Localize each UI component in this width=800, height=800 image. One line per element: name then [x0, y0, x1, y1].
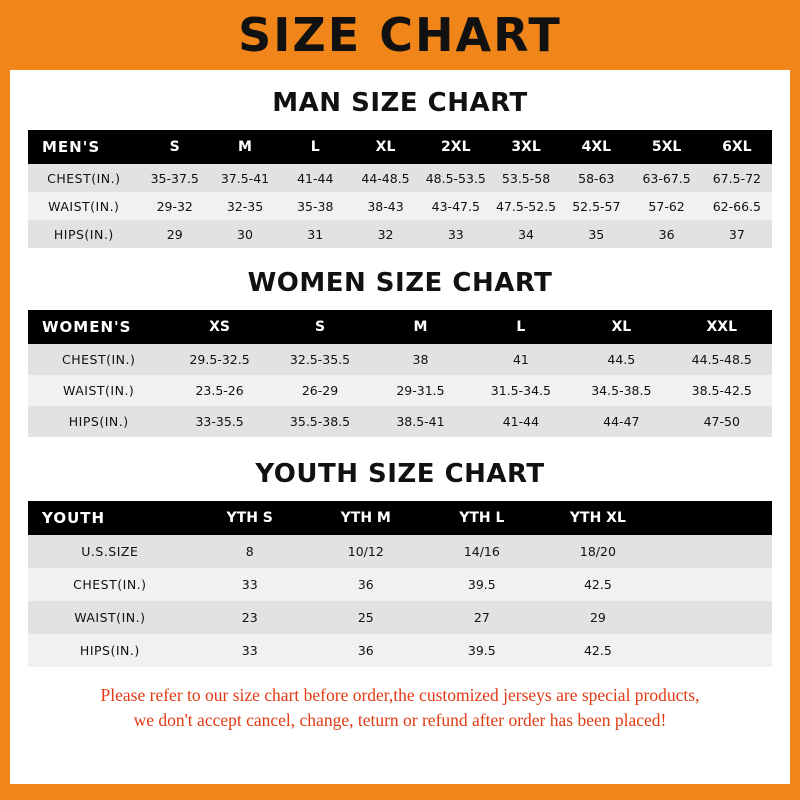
table-header-row — [28, 501, 772, 535]
youth-col-spacer — [656, 501, 772, 535]
table-cell: 34 — [518, 226, 534, 242]
women-col-xs: XS — [209, 319, 231, 335]
table-header-row — [28, 310, 772, 344]
man-table-body — [28, 164, 772, 248]
table-row — [28, 535, 772, 568]
man-size-table — [28, 130, 772, 248]
table-cell: 8 — [245, 544, 254, 559]
table-cell: 35 — [588, 226, 605, 242]
table-cell: 63-67.5 — [642, 170, 691, 186]
man-col-3xl: 3XL — [511, 139, 541, 155]
man-row-header: MEN'S — [42, 138, 101, 156]
table-cell: 35-37.5 — [150, 170, 199, 186]
youth-col-xl: YTH XL — [569, 510, 626, 526]
women-table-head — [28, 310, 772, 344]
table-cell: 23.5-26 — [195, 383, 244, 398]
women-row-label-chest: CHEST(IN.) — [62, 352, 136, 367]
table-cell: 34.5-38.5 — [591, 383, 652, 398]
table-header-row — [28, 130, 772, 164]
section-title-man: MAN SIZE CHART — [272, 88, 528, 118]
table-cell: 37.5-41 — [220, 170, 270, 186]
women-col-l: L — [516, 319, 526, 335]
table-cell: 57-62 — [648, 198, 685, 214]
youth-table-body — [28, 535, 772, 667]
women-col-s: S — [314, 319, 326, 335]
table-cell: 39.5 — [467, 643, 496, 658]
youth-table-head — [28, 501, 772, 535]
table-cell: 23 — [241, 610, 258, 625]
youth-col-s: YTH S — [226, 510, 273, 526]
table-cell: 42.5 — [583, 577, 612, 592]
table-row — [28, 568, 772, 601]
table-cell: 48.5-53.5 — [425, 170, 486, 186]
table-cell: 44-47 — [603, 414, 640, 429]
man-row-label-waist: WAIST(IN.) — [48, 198, 120, 214]
chart-content — [10, 88, 790, 734]
table-cell: 47.5-52.5 — [495, 198, 557, 214]
table-cell: 29.5-32.5 — [189, 352, 250, 367]
page-header — [0, 0, 800, 70]
man-col-5xl: 5XL — [651, 139, 682, 155]
table-cell: 33-35.5 — [195, 414, 244, 429]
table-cell: 30 — [237, 226, 253, 242]
youth-row-label-waist: WAIST(IN.) — [74, 610, 146, 625]
man-col-m: M — [238, 139, 252, 155]
table-row — [28, 192, 772, 220]
table-cell: 33 — [447, 226, 464, 242]
bottom-accent-bar — [0, 784, 800, 800]
table-cell: 29 — [166, 226, 183, 242]
table-cell: 38.5-41 — [396, 414, 445, 429]
table-cell: 10/12 — [347, 544, 384, 559]
table-cell: 67.5-72 — [712, 170, 761, 186]
table-cell: 36 — [357, 577, 374, 592]
table-cell: 38.5-42.5 — [691, 383, 752, 398]
table-cell: 58-63 — [578, 170, 615, 186]
footer-note-line-2: we don't accept cancel, change, teturn or refund after order has been placed! — [133, 710, 667, 731]
man-row-label-chest: CHEST(IN.) — [47, 170, 121, 186]
table-cell: 35-38 — [297, 198, 334, 214]
table-cell: 14/16 — [463, 544, 500, 559]
women-col-m: M — [413, 319, 428, 335]
table-cell: 32.5-35.5 — [289, 352, 351, 367]
table-cell: 37 — [728, 226, 745, 242]
man-col-4xl: 4XL — [581, 139, 612, 155]
table-cell: 26-29 — [301, 383, 339, 398]
women-size-table — [28, 310, 772, 437]
table-cell: 31 — [307, 226, 324, 242]
table-cell: 38 — [412, 352, 429, 367]
table-cell: 53.5-58 — [501, 170, 551, 186]
table-cell: 25 — [357, 610, 374, 625]
table-cell: 32-35 — [226, 198, 264, 214]
table-row — [28, 375, 772, 406]
table-cell: 27 — [473, 610, 490, 625]
table-row — [28, 601, 772, 634]
table-cell: 47-50 — [703, 414, 740, 429]
table-cell: 29 — [589, 610, 606, 625]
youth-col-l: YTH L — [459, 510, 505, 526]
table-row — [28, 344, 772, 375]
table-cell: 41-44 — [297, 170, 334, 186]
youth-size-table — [28, 501, 772, 667]
women-table-body — [28, 344, 772, 437]
table-cell: 33 — [241, 577, 258, 592]
man-col-2xl: 2XL — [441, 139, 471, 155]
youth-row-label-chest: CHEST(IN.) — [73, 577, 147, 592]
section-title-youth: YOUTH SIZE CHART — [255, 459, 545, 489]
table-row — [28, 406, 772, 437]
youth-row-label-ussize: U.S.SIZE — [81, 544, 139, 559]
table-cell: 52.5-57 — [572, 198, 621, 214]
table-cell: 36 — [357, 643, 374, 658]
youth-col-m: YTH M — [340, 510, 391, 526]
man-row-label-hips: HIPS(IN.) — [53, 226, 114, 242]
section-title-women: WOMEN SIZE CHART — [247, 268, 553, 298]
table-cell-spacer — [656, 535, 772, 568]
footer-note — [28, 683, 772, 734]
table-cell: 62-66.5 — [712, 198, 761, 214]
man-col-s: S — [169, 139, 180, 155]
youth-row-header: YOUTH — [42, 509, 106, 527]
table-cell: 42.5 — [583, 643, 612, 658]
table-cell: 29-31.5 — [396, 383, 445, 398]
table-cell: 32 — [377, 226, 394, 242]
table-cell: 38-43 — [367, 198, 404, 214]
women-row-header: WOMEN'S — [42, 318, 132, 336]
women-col-xl: XL — [611, 319, 632, 335]
table-cell: 35.5-38.5 — [289, 414, 351, 429]
women-row-label-hips: HIPS(IN.) — [68, 414, 129, 429]
man-col-xl: XL — [375, 139, 396, 155]
women-row-label-waist: WAIST(IN.) — [63, 383, 135, 398]
footer-note-line-1: Please refer to our size chart before order,the customized jerseys are special products, — [100, 685, 700, 705]
table-cell-spacer — [656, 568, 772, 601]
table-cell: 31.5-34.5 — [490, 383, 551, 398]
table-cell: 43-47.5 — [431, 198, 480, 214]
youth-row-label-hips: HIPS(IN.) — [79, 643, 140, 658]
man-col-l: L — [310, 139, 320, 155]
man-col-6xl: 6XL — [722, 139, 752, 155]
table-cell-spacer — [656, 634, 772, 667]
table-cell: 44.5-48.5 — [691, 352, 752, 367]
table-cell: 44-48.5 — [361, 170, 410, 186]
table-row — [28, 634, 772, 667]
table-cell: 41 — [512, 352, 529, 367]
table-cell-spacer — [656, 601, 772, 634]
table-cell: 29-32 — [156, 198, 193, 214]
man-table-head — [28, 130, 772, 164]
table-cell: 36 — [658, 226, 675, 242]
table-cell: 44.5 — [607, 352, 636, 367]
table-row — [28, 220, 772, 248]
table-cell: 18/20 — [579, 544, 616, 559]
table-cell: 39.5 — [467, 577, 496, 592]
table-cell: 41-44 — [502, 414, 540, 429]
page-title: SIZE CHART — [238, 8, 562, 62]
women-col-xxl: XXL — [706, 319, 738, 335]
table-row — [28, 164, 772, 192]
table-cell: 33 — [241, 643, 258, 658]
